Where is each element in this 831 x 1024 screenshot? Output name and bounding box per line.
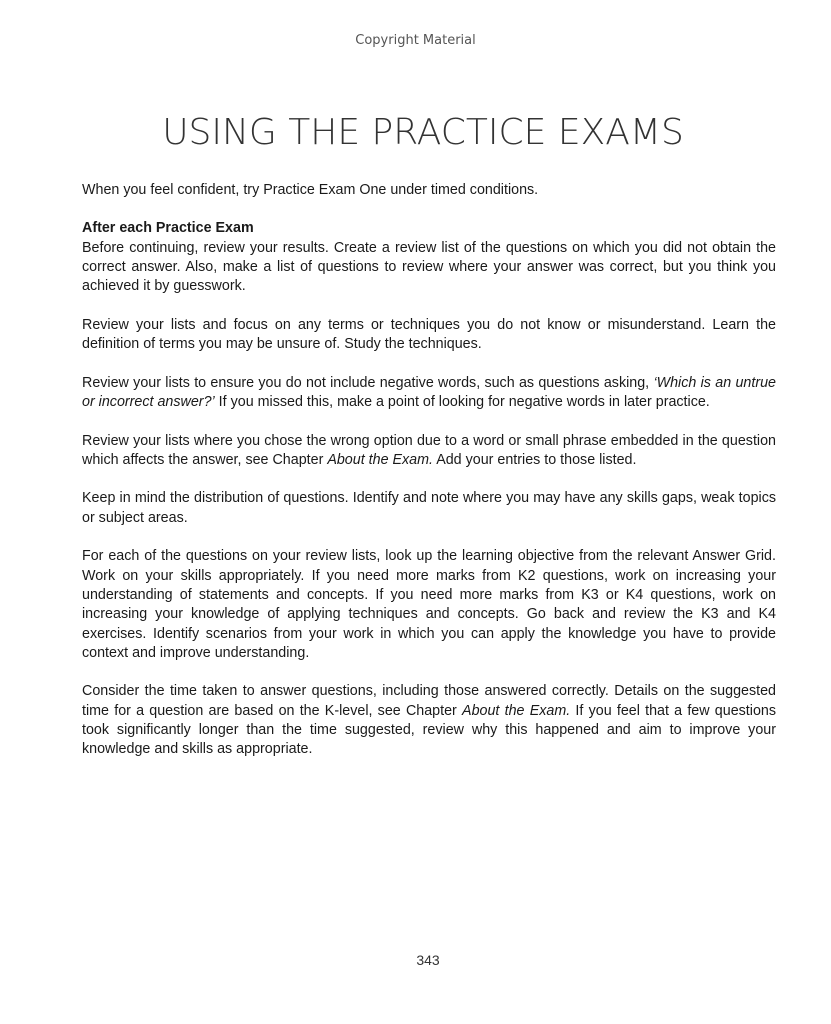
paragraph-learning-objective: For each of the questions on your review lists, look up the learning objective from the relevant Answer Grid. Work on your skills appropriately. If you need more marks from K2 questions, work on increasing your understanding of statements and concepts. If you need more marks from K3 or K4 questions, work on increasing your knowledge of applying techniques and concepts. Go back and review the K3 and K4 exercises. Identify scenarios from your work in which you can apply the knowledge you have to provide context and improve understanding.	[82, 548, 776, 661]
paragraph-text: If you feel that a few questions took significantly longer than the time suggested, review why this happened and aim to improve your knowledge and skills as appropriate.	[82, 702, 777, 758]
paragraph-terms-techniques: Review your lists and focus on any terms or techniques you do not know or misunderstand. Learn the definition of terms you may be unsure of. Study the techniques.	[82, 316, 776, 353]
intro-paragraph: When you feel confident, try Practice Exam One under timed conditions.	[82, 182, 539, 198]
paragraph-text: Review your lists to ensure you do not include negative words, such as questions asking,	[82, 374, 654, 391]
paragraph-text: Add your entries to those listed.	[433, 451, 637, 468]
paragraph-wrong-option	[82, 432, 776, 471]
paragraph-distribution: Keep in mind the distribution of questions. Identify and note where you may have any skills gaps, weak topics or subject areas.	[82, 490, 776, 526]
paragraph-review-results: Before continuing, review your results. Create a review list of the questions on which you did not obtain the correct answer. Also, make a list of questions to review where your answer was correct, but you think you achieved it by guesswork.	[82, 239, 776, 295]
italic-quote: ‘Which is an untrue or incorrect answer?’	[82, 374, 776, 410]
paragraph-text: Consider the time taken to answer questions, including those answered correctly. Details on the suggested time for a question are based on the K-level, see Chapter	[82, 683, 776, 719]
paragraph-time-taken	[82, 682, 776, 759]
page-body	[82, 181, 776, 779]
page-number: 343	[416, 952, 440, 968]
paragraph-negative-words	[82, 374, 776, 413]
chapter-reference: About the Exam.	[462, 702, 571, 719]
paragraph-text: If you missed this, make a point of looking for negative words in later practice.	[214, 393, 710, 410]
page-title: USING THE PRACTICE EXAMS	[162, 112, 684, 153]
copyright-header: Copyright Material	[355, 33, 476, 48]
chapter-reference: About the Exam.	[327, 451, 434, 468]
paragraph-text: Review your lists where you chose the wrong option due to a word or small phrase embedded in the question which affects the answer, see Chapter	[82, 432, 776, 468]
section-subheading: After each Practice Exam	[82, 220, 254, 237]
